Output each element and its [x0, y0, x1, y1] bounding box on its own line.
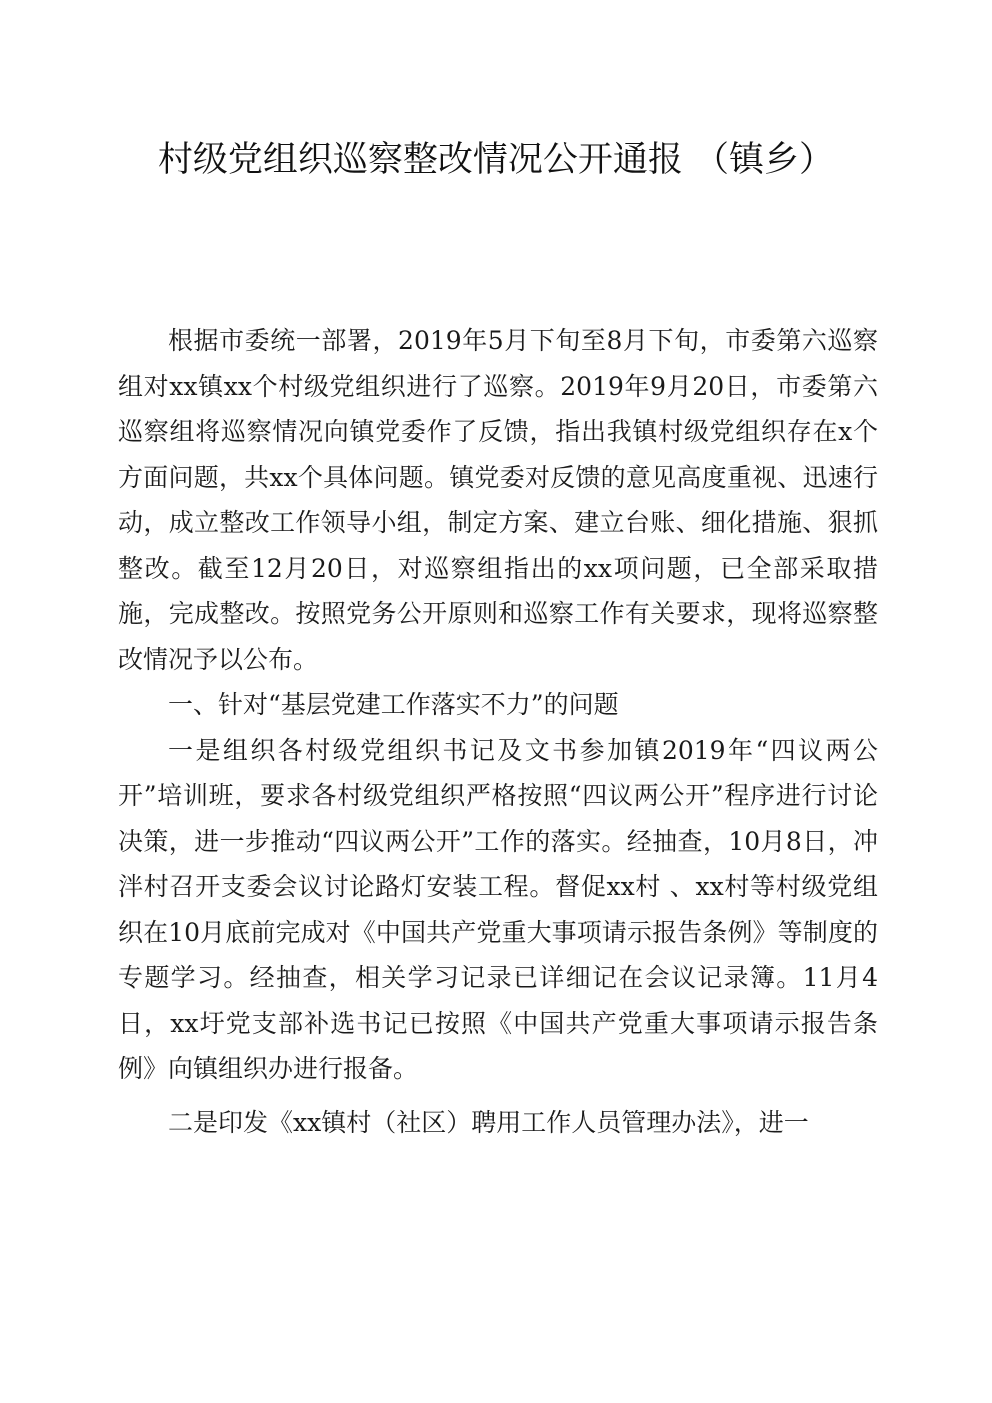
document-title: 村级党组织巡察整改情况公开通报 （镇乡） [157, 140, 835, 180]
document-body [118, 318, 878, 1145]
section-heading-1: 一、针对“基层党建工作落实不力”的问题 [168, 690, 619, 719]
paragraph-measure-2: 二是印发《xx镇村（社区）聘用工作人员管理办法》，进一 [168, 1107, 809, 1137]
paragraph-measure-1: 一是组织各村级党组织书记及文书参加镇2019年“四议两公开”培训班，要求各村级党组织严格按照“四议两公开”程序进行讨论决策，进一步推动“四议两公开”工作的落实。经抽查，10月8日，冲泮村召开支委会议讨论路灯安装工程。督促xx村 、xx村等村级党组织在10月底前完成对《中国共产党重大事项请示报告条例》等制度的专题学习。经抽查，相关学习记录已详细记在会议记录簿。11月4日，xx圩党支部补选书记已按照《中国共产党重大事项请示报告条例》向镇组织办进行报备。 [118, 735, 878, 1083]
paragraph-intro: 根据市委统一部署，2019年5月下旬至8月下旬，市委第六巡察组对xx镇xx个村级党组织进行了巡察。2019年9月20日，市委第六巡察组将巡察情况向镇党委作了反馈，指出我镇村级党组织存在x个方面问题，共xx个具体问题。镇党委对反馈的意见高度重视、迅速行动，成立整改工作领导小组，制定方案、建立台账、细化措施、狠抓整改。截至12月20日，对巡察组指出的xx项问题，已全部采取措施，完成整改。按照党务公开原则和巡察工作有关要求，现将巡察整改情况予以公布。 [118, 326, 878, 674]
